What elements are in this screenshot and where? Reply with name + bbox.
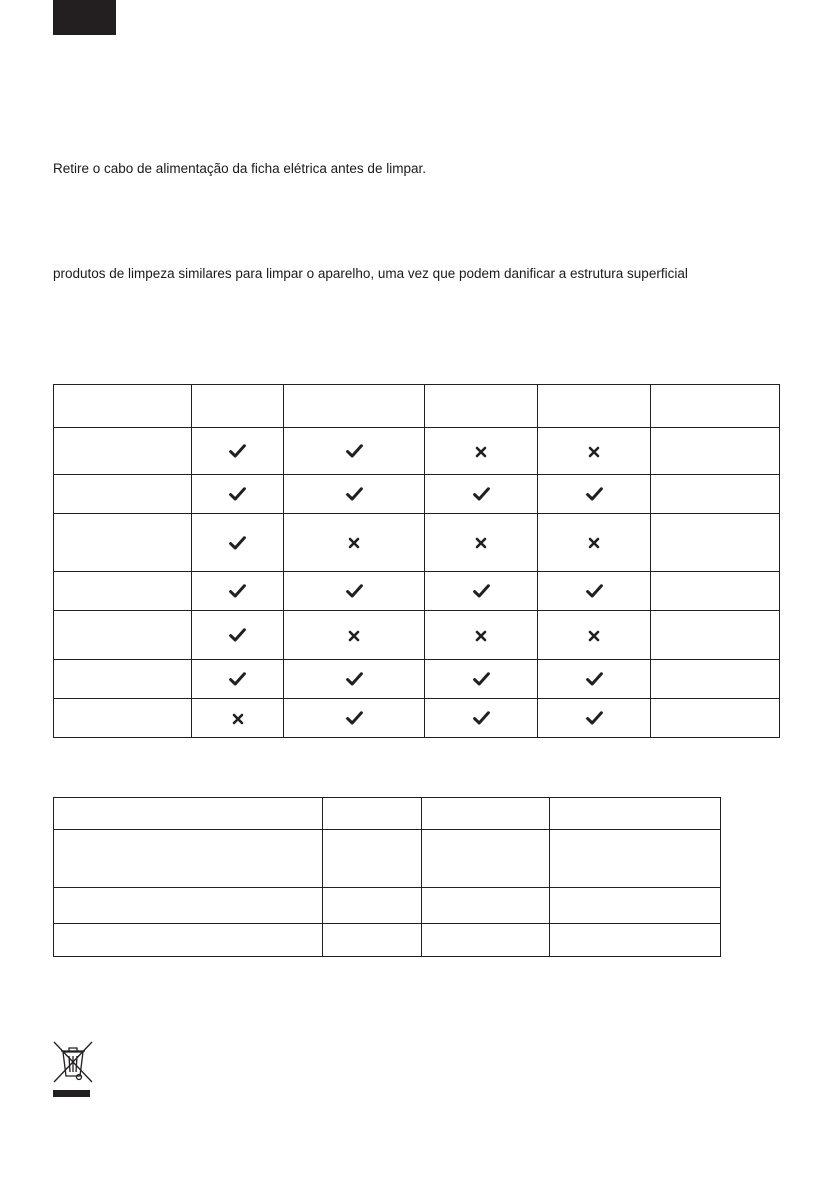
table-cell — [538, 660, 651, 699]
table-row — [54, 475, 780, 514]
cross-icon — [475, 630, 487, 642]
table-row — [54, 514, 780, 572]
table-cell — [538, 385, 651, 428]
table-cell — [284, 428, 425, 475]
table-cell — [425, 475, 538, 514]
table-cell — [54, 660, 192, 699]
table-cell — [425, 385, 538, 428]
table-cell — [284, 572, 425, 611]
table-cell — [651, 699, 780, 738]
table-cell — [54, 514, 192, 572]
cross-icon — [475, 537, 487, 549]
table-cell — [54, 428, 192, 475]
check-icon — [229, 628, 246, 642]
table-cell — [54, 572, 192, 611]
cross-icon — [588, 630, 600, 642]
check-icon — [586, 672, 603, 686]
table-cell — [651, 428, 780, 475]
table-cell — [284, 660, 425, 699]
table-cell — [323, 798, 422, 830]
table-cell — [422, 830, 550, 888]
table-cell — [192, 572, 284, 611]
table-cell — [54, 924, 323, 957]
table-cell — [284, 385, 425, 428]
cross-icon — [348, 630, 360, 642]
table-cell — [323, 830, 422, 888]
check-icon — [229, 584, 246, 598]
table-cell — [192, 475, 284, 514]
table-cell — [550, 830, 721, 888]
specification-table — [53, 797, 721, 957]
table-cell — [54, 888, 323, 924]
table-cell — [550, 924, 721, 957]
cross-icon — [588, 446, 600, 458]
check-icon — [473, 711, 490, 725]
table-cell — [425, 699, 538, 738]
table-cell — [323, 924, 422, 957]
table-cell — [284, 514, 425, 572]
table-cell — [538, 699, 651, 738]
table-cell — [425, 660, 538, 699]
table-cell — [538, 514, 651, 572]
table-cell — [54, 611, 192, 660]
table-cell — [651, 385, 780, 428]
table-row — [54, 830, 721, 888]
table-cell — [422, 798, 550, 830]
check-icon — [346, 711, 363, 725]
cross-icon — [475, 446, 487, 458]
table-cell — [54, 798, 323, 830]
table-row — [54, 611, 780, 660]
check-icon — [346, 487, 363, 501]
check-icon — [586, 584, 603, 598]
table-cell — [422, 924, 550, 957]
table-cell — [284, 699, 425, 738]
check-icon — [346, 444, 363, 458]
table-cell — [651, 611, 780, 660]
table-cell — [651, 514, 780, 572]
check-icon — [346, 672, 363, 686]
table-cell — [425, 572, 538, 611]
table-row — [54, 888, 721, 924]
table-cell — [54, 830, 323, 888]
table-cell — [538, 428, 651, 475]
table-cell — [550, 888, 721, 924]
cleaning-compatibility-table — [53, 384, 780, 738]
table-cell — [284, 475, 425, 514]
cross-icon — [232, 713, 244, 725]
table-cell — [538, 475, 651, 514]
table-cell — [651, 572, 780, 611]
table-cell — [425, 611, 538, 660]
table-header-row — [54, 385, 780, 428]
table-row — [54, 572, 780, 611]
table-cell — [425, 428, 538, 475]
table-cell — [422, 888, 550, 924]
cross-icon — [588, 537, 600, 549]
check-icon — [473, 487, 490, 501]
check-icon — [229, 672, 246, 686]
table-cell — [192, 699, 284, 738]
check-icon — [473, 584, 490, 598]
cleaning-instruction-products: produtos de limpeza similares para limpar o aparelho, uma vez que podem danificar a estrutura superficial — [53, 266, 688, 281]
cross-icon — [348, 537, 360, 549]
table-row — [54, 428, 780, 475]
table-cell — [192, 428, 284, 475]
cleaning-instruction-unplug: Retire o cabo de alimentação da ficha elétrica antes de limpar. — [53, 161, 426, 176]
table-cell — [192, 660, 284, 699]
check-icon — [586, 711, 603, 725]
check-icon — [473, 672, 490, 686]
table-cell — [192, 611, 284, 660]
table-cell — [425, 514, 538, 572]
table-cell — [54, 385, 192, 428]
language-tab — [53, 0, 116, 35]
check-icon — [229, 536, 246, 550]
table-cell — [538, 572, 651, 611]
table-row — [54, 924, 721, 957]
table-cell — [651, 660, 780, 699]
check-icon — [586, 487, 603, 501]
table-cell — [284, 611, 425, 660]
table-cell — [651, 475, 780, 514]
check-icon — [229, 487, 246, 501]
check-icon — [229, 444, 246, 458]
table-cell — [538, 611, 651, 660]
table-cell — [323, 888, 422, 924]
table-cell — [192, 514, 284, 572]
table-row — [54, 699, 780, 738]
table-header-row — [54, 798, 721, 830]
table-cell — [54, 475, 192, 514]
crossed-bin-icon — [52, 1040, 94, 1098]
check-icon — [346, 584, 363, 598]
table-row — [54, 660, 780, 699]
table-cell — [54, 699, 192, 738]
table-cell — [550, 798, 721, 830]
table-cell — [192, 385, 284, 428]
